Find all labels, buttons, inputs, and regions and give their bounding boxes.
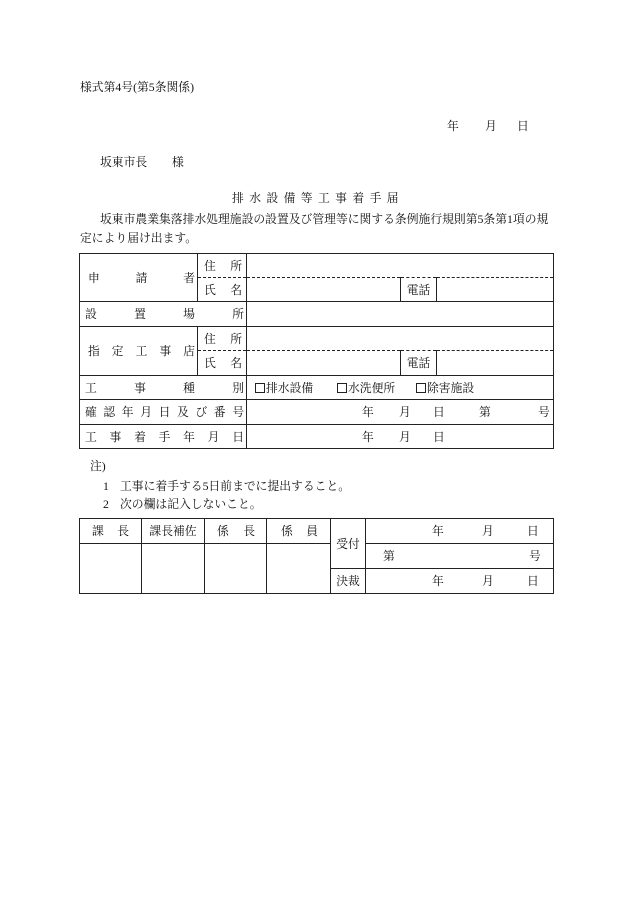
contractor-name-field	[247, 351, 401, 376]
confirmation-row	[80, 400, 554, 425]
office-use-table-body	[80, 519, 554, 594]
addressee-name: 坂東市長	[100, 155, 148, 169]
confirmation-field	[247, 400, 554, 425]
office-use-table	[79, 518, 554, 594]
office-header-row	[80, 519, 554, 544]
decision-label: 決裁	[331, 569, 366, 594]
reception-number-field	[366, 544, 554, 569]
reception-number-prefix: 第	[383, 549, 395, 563]
installation-site-label: 設置場所	[80, 302, 247, 327]
stamp-box-staff	[267, 544, 331, 594]
form-number: 様式第4号(第5条関係)	[80, 80, 195, 94]
work-type-options-line	[247, 380, 553, 396]
reception-year-label: 年	[432, 524, 444, 538]
applicant-label: 申請者	[80, 254, 198, 302]
notes-heading: 注)	[90, 459, 106, 473]
reception-date-field	[366, 519, 554, 544]
note-1-text: 工事に着手する5日前までに提出すること。	[120, 479, 351, 493]
date-year-label: 年	[447, 119, 459, 133]
reception-month-label: 月	[482, 524, 494, 538]
installation-site-row	[80, 302, 554, 327]
decision-date-field	[366, 569, 554, 594]
reception-label: 受付	[331, 519, 366, 569]
note-2-text: 次の欄は記入しないこと。	[120, 497, 262, 511]
decision-date-line	[366, 573, 553, 589]
reception-day-label: 日	[527, 524, 539, 538]
contractor-phone-field	[437, 351, 554, 376]
work-type-row	[80, 376, 554, 400]
applicant-phone-label: 電話	[401, 278, 437, 302]
reception-number-line	[366, 548, 553, 564]
contractor-label: 指定工事店	[80, 327, 198, 376]
reception-date-line	[366, 523, 553, 539]
office-stamp-row	[80, 544, 554, 569]
work-type-option-pretreatment	[415, 380, 474, 396]
work-type-option-label: 除害施設	[427, 380, 475, 395]
header-subsection-chief: 係長	[205, 519, 267, 544]
contractor-phone-label: 電話	[401, 351, 437, 376]
applicant-name-field	[247, 278, 401, 302]
start-date-field-line	[247, 429, 553, 445]
header-section-chief: 課長	[80, 519, 142, 544]
work-type-option-label: 排水設備	[266, 380, 314, 395]
header-staff: 係員	[267, 519, 331, 544]
confirmation-number-prefix: 第	[479, 405, 491, 419]
contractor-address-label: 住所	[198, 327, 247, 351]
decision-month-label: 月	[482, 574, 494, 588]
confirmation-number-suffix: 号	[538, 405, 550, 419]
confirmation-month-label: 月	[399, 405, 411, 419]
stamp-box-subsection-chief	[205, 544, 267, 594]
decision-day-label: 日	[527, 574, 539, 588]
confirmation-field-line	[247, 404, 553, 420]
contractor-name-label: 氏名	[198, 351, 247, 376]
work-type-option-label: 水洗便所	[348, 380, 396, 395]
note-1-number: 1	[103, 479, 109, 493]
start-date-year-label: 年	[362, 429, 374, 444]
work-type-options	[247, 376, 554, 400]
stamp-box-section-chief	[80, 544, 142, 594]
confirmation-year-label: 年	[362, 405, 374, 419]
applicant-address-field	[247, 254, 554, 278]
applicant-name-label: 氏名	[198, 278, 247, 302]
addressee-honorific: 様	[172, 155, 184, 169]
header-assistant-section-chief: 課長補佐	[142, 519, 205, 544]
start-date-month-label: 月	[399, 429, 411, 444]
intro-line-1: 坂東市農業集落排水処理施設の設置及び管理等に関する条例施行規則第5条第1項の規	[100, 212, 549, 226]
notification-table-body	[80, 254, 554, 449]
contractor-address-field	[247, 327, 554, 351]
start-date-field	[247, 425, 554, 449]
date-month-label: 月	[485, 119, 497, 133]
applicant-phone-field	[437, 278, 554, 302]
intro-line-2: 定により届け出ます。	[80, 231, 198, 245]
contractor-address-row	[80, 327, 554, 351]
confirmation-day-label: 日	[433, 405, 445, 419]
start-date-label: 工事着手年月日	[80, 425, 247, 449]
checkbox-icon	[255, 383, 265, 393]
note-2-number: 2	[103, 497, 109, 511]
notification-table	[79, 253, 554, 449]
work-type-option-drainage	[254, 380, 313, 396]
date-day-label: 日	[517, 119, 529, 133]
applicant-address-label: 住所	[198, 254, 247, 278]
checkbox-icon	[416, 383, 426, 393]
confirmation-label: 確認年月日及び番号	[80, 400, 247, 425]
start-date-row	[80, 425, 554, 449]
document-title: 排水設備等工事着手届	[232, 191, 404, 205]
checkbox-icon	[337, 383, 347, 393]
decision-year-label: 年	[432, 574, 444, 588]
start-date-day-label: 日	[433, 429, 445, 444]
installation-site-field	[247, 302, 554, 327]
stamp-box-assistant-section-chief	[142, 544, 205, 594]
work-type-option-flush-toilet	[336, 380, 395, 396]
applicant-address-row	[80, 254, 554, 278]
reception-number-suffix: 号	[529, 549, 541, 563]
work-type-label: 工事種別	[80, 376, 247, 400]
